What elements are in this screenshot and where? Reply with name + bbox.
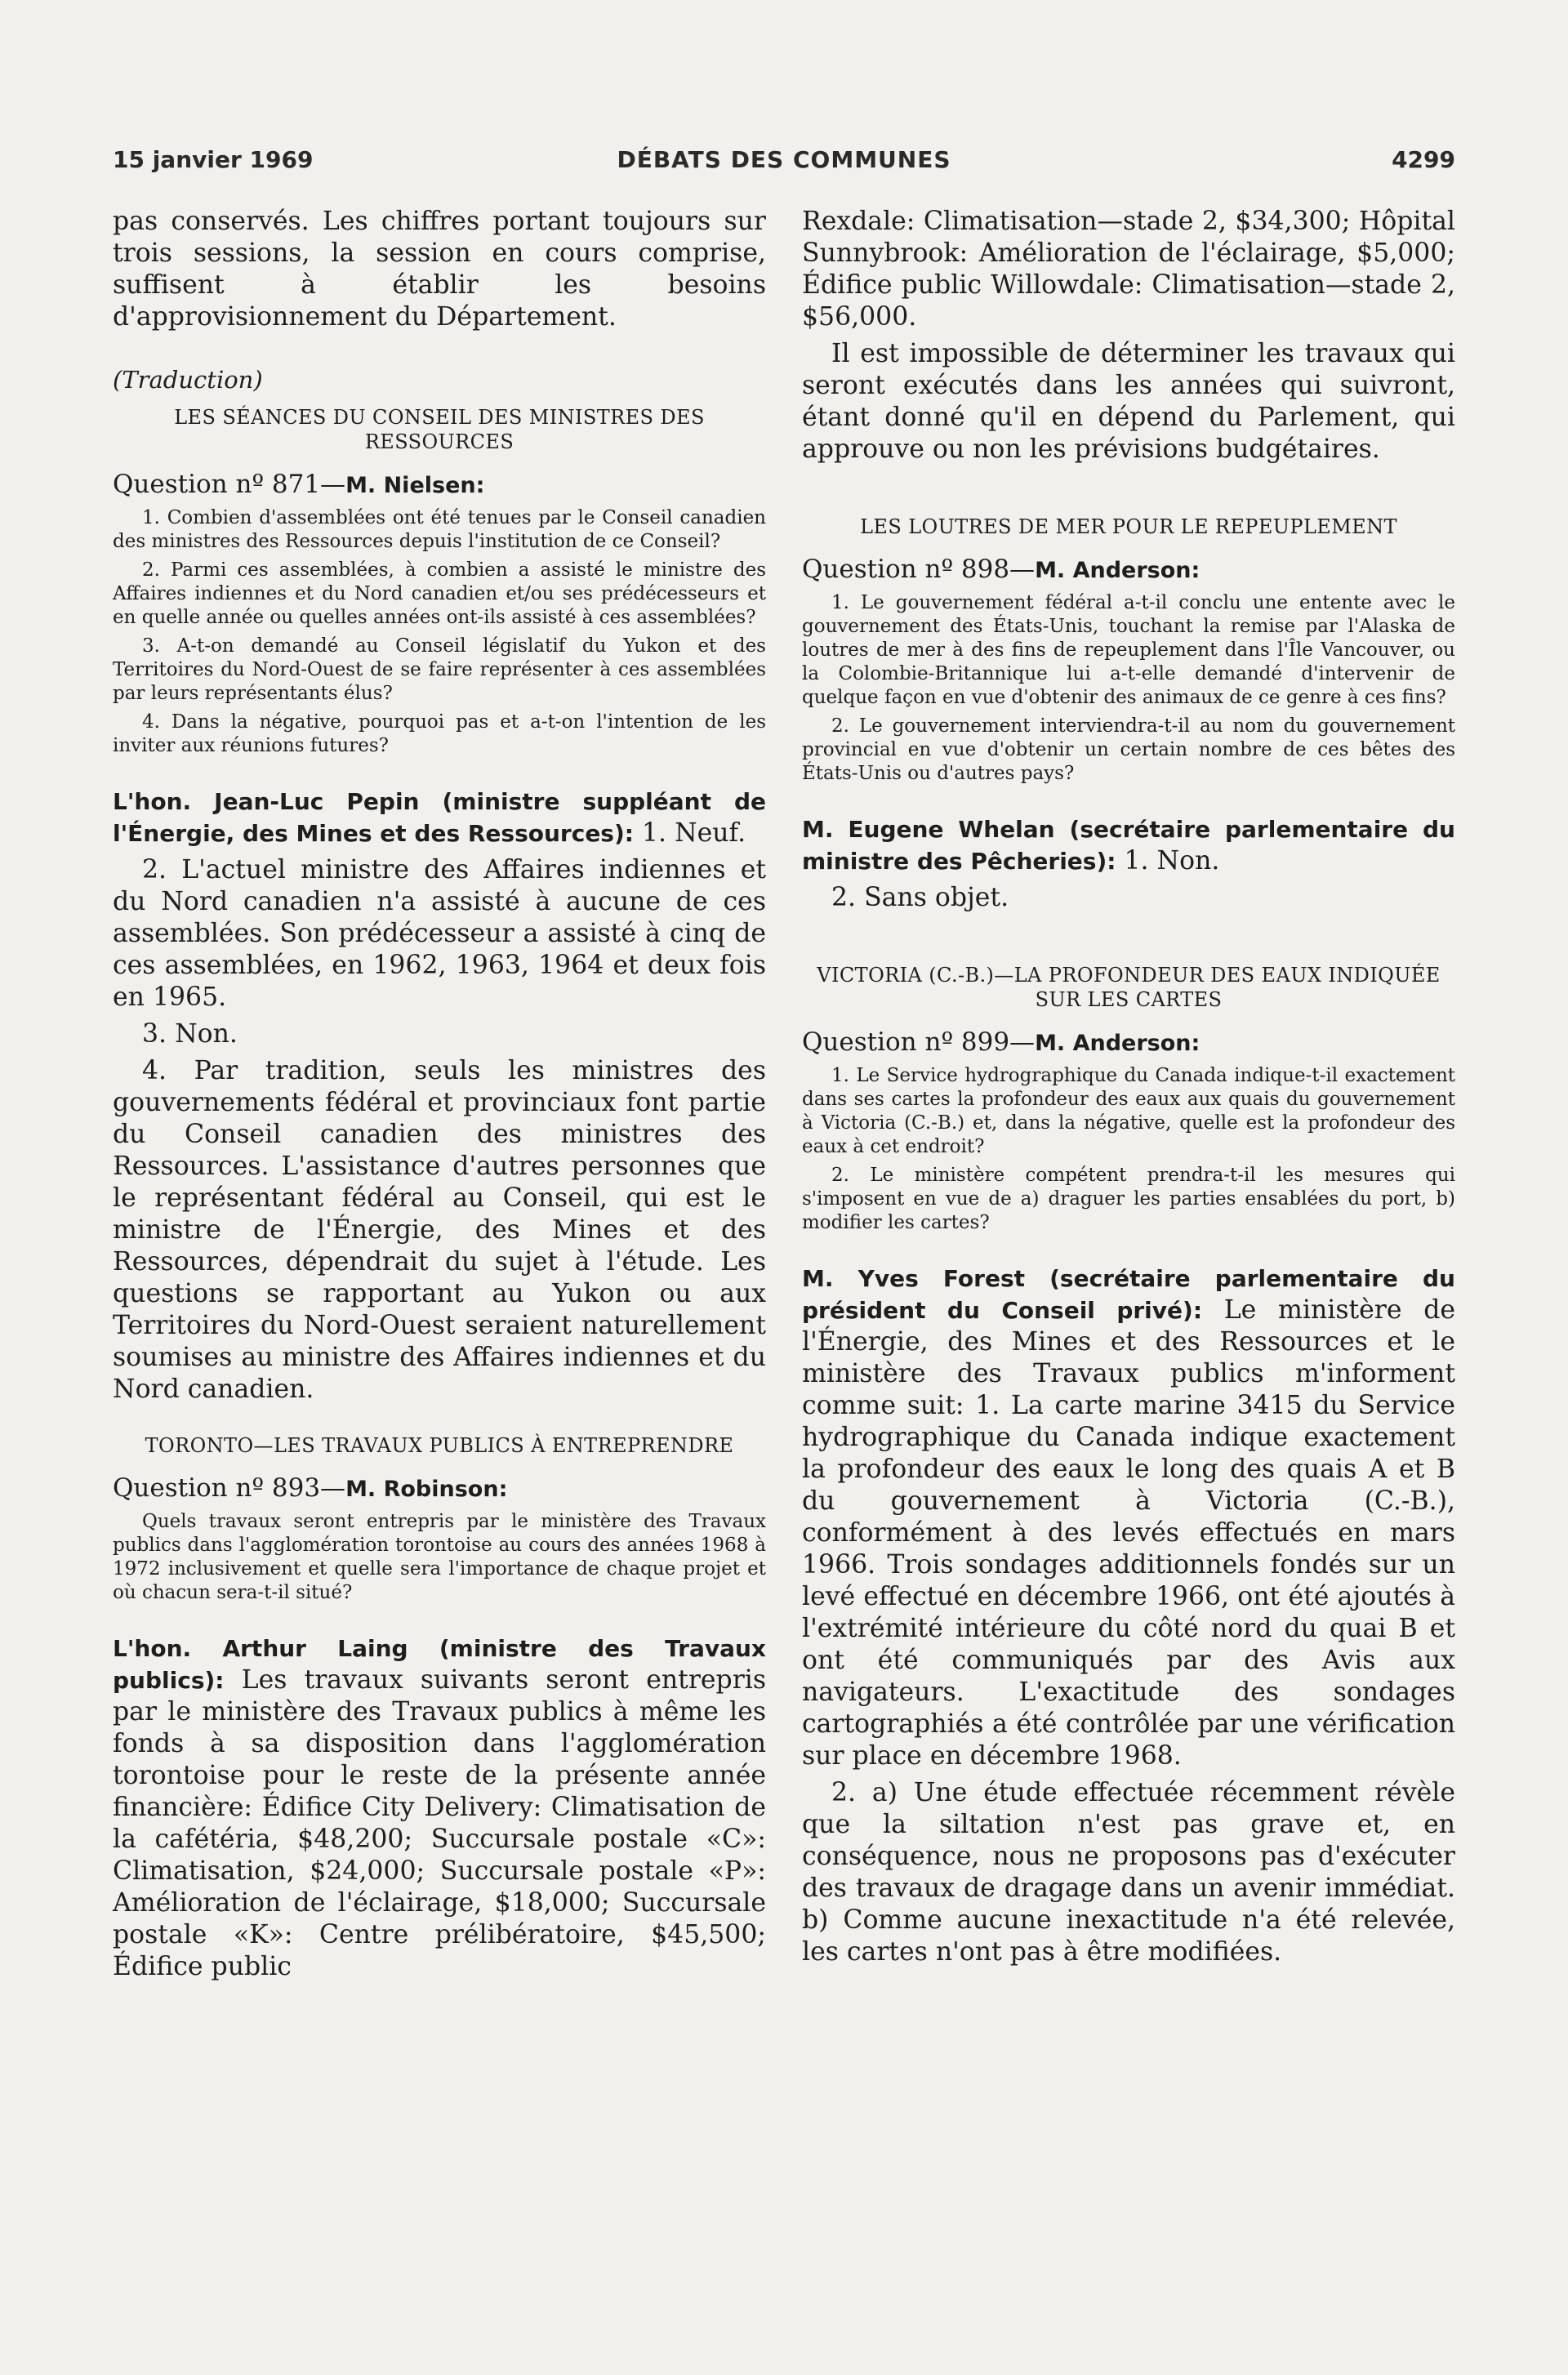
continued-paragraph: Rexdale: Climatisation—stade 2, $34,300; Hôpital Sunnybrook: Amélioration de l'éclairage, $5,000; Édifice public Willowdale: Climatisation—stade 2, $56,000.: [802, 207, 1455, 332]
speaker-name: L'hon. Arthur Laing (ministre des Travaux publics):: [113, 1635, 766, 1694]
answer-paragraph: 3. Non.: [142, 1019, 238, 1049]
question-asker: M. Anderson:: [1035, 558, 1200, 583]
question-asker: M. Nielsen:: [345, 473, 485, 498]
question-899: [802, 1027, 1455, 1059]
answer-898: [802, 813, 1455, 877]
speaker-name: M. Yves Forest (secrétaire parlementaire du président du Conseil privé):: [802, 1265, 1455, 1324]
budget-paragraph: Il est impossible de déterminer les travaux qui seront exécutés dans les années qui suivront, étant donné qu'il en dépend du Parlement, qui approuve ou non les prévisions budgétaires.: [802, 339, 1455, 464]
answer-paragraph: 2. L'actuel ministre des Affaires indiennes et du Nord canadien n'a assisté à aucune de ces assemblées. Son prédécesseur a assisté à cinq de ces assemblées, en 1962, 1963, 1964 et deux fois en 1965.: [113, 855, 766, 1012]
question-item: 1. Le gouvernement fédéral a-t-il conclu une entente avec le gouvernement des États-Unis, touchant la remise par l'Alaska de loutres de mer à des fins de repeuplement dans l'Île Vancouver, ou la Colombie-Britannique lui a-t-elle demandé d'intervenir de quelque façon en vue d'obtenir des animaux de ce genre à ces fins?: [802, 592, 1455, 708]
answer-text: 1. Neuf.: [642, 818, 746, 848]
question-893: [113, 1473, 766, 1505]
publication-title: DÉBATS DES COMMUNES: [617, 146, 951, 173]
answer-text: Le ministère de l'Énergie, des Mines et des Ressources et le ministère des Travaux publics m'informent comme suit: 1. La carte marine 3415 du Service hydrographique du Canada indique exactement la profondeur des eaux le long des quais A et B du gouvernement à Victoria (C.-B.), conformément à des levés effectués en mars 1966. Trois sondages additionnels fondés sur un levé effectué en décembre 1966, ont été ajoutés à l'extrémité intérieure du côté nord du quai B et ont été communiqués par des Avis aux navigateurs. L'exactitude des sondages cartographiés a été contrôlée par une vérification sur place en décembre 1968.: [802, 1295, 1456, 1771]
question-item: 1. Combien d'assemblées ont été tenues par le Conseil canadien des ministres des Ressources depuis l'institution de ce Conseil?: [113, 507, 766, 552]
section-heading-toronto: TORONTO—LES TRAVAUX PUBLICS À ENTREPRENDRE: [145, 1434, 734, 1457]
question-label: Question nº 899—: [802, 1027, 1036, 1057]
answer-paragraph: 2. a) Une étude effectuée récemment révèle que la siltation n'est pas grave et, en conséquence, nous ne proposons pas d'exécuter des travaux de dragage dans un avenir immédiat. b) Comme aucune inexactitude n'a été relevée, les cartes n'ont pas à être modifiées.: [802, 1778, 1455, 1967]
section-heading-loutres: LES LOUTRES DE MER POUR LE REPEUPLEMENT: [860, 515, 1397, 538]
speaker-name: L'hon. Jean-Luc Pepin (ministre suppléant de l'Énergie, des Mines et des Ressources):: [113, 788, 766, 847]
question-item: 2. Le gouvernement interviendra-t-il au nom du gouvernement provincial en vue d'obtenir un certain nombre de ces bêtes des États-Unis ou d'autres pays?: [802, 715, 1455, 784]
section-heading-victoria: VICTORIA (C.-B.)—LA PROFONDEUR DES EAUX INDIQUÉE SUR LES CARTES: [817, 964, 1441, 1011]
question-871: [113, 469, 766, 501]
question-asker: M. Robinson:: [345, 1477, 508, 1502]
answer-paragraph: 4. Par tradition, seuls les ministres des gouvernements fédéral et provinciaux font partie du Conseil canadien des ministres des Ressources. L'assistance d'autres personnes que le représentant fédéral au Conseil, qui est le ministre de l'Énergie, des Mines et des Ressources, dépendrait du sujet à l'étude. Les questions se rapportant au Yukon ou aux Territoires du Nord-Ouest seraient naturellement soumises au ministre des Affaires indiennes et du Nord canadien.: [113, 1056, 766, 1404]
question-item: 1. Le Service hydrographique du Canada indique-t-il exactement dans ses cartes la profondeur des eaux aux quais du gouvernement à Victoria (C.-B.) et, dans la négative, quelle est la profondeur des eaux à cet endroit?: [802, 1065, 1455, 1157]
answer-893: [113, 1633, 766, 1983]
intro-paragraph: pas conservés. Les chiffres portant toujours sur trois sessions, la session en cours comprise, suffisent à établir les besoins d'approvisionnement du Département.: [113, 207, 766, 332]
question-label: Question nº 898—: [802, 555, 1036, 584]
header-date: 15 janvier 1969: [113, 146, 314, 173]
section-heading-ministres: LES SÉANCES DU CONSEIL DES MINISTRES DES RESSOURCES: [174, 406, 705, 453]
question-item: 2. Parmi ces assemblées, à combien a assisté le ministre des Affaires indiennes et du Nord canadien et/ou ses prédécesseurs et en quelle année ou quelles années ont-ils assisté à ces assemblées?: [113, 559, 766, 628]
answer-871: [113, 786, 766, 849]
right-column: [802, 206, 1455, 1968]
left-column: [113, 206, 766, 1983]
speaker-name: M. Eugene Whelan (secrétaire parlementaire du ministre des Pêcheries):: [802, 816, 1455, 875]
question-898: [802, 554, 1455, 586]
answer-text: Les travaux suivants seront entrepris par le ministère des Travaux publics à même les fonds à sa disposition dans l'agglomération torontoise pour le reste de la présente année financière: Édifice City Delivery: Climatisation de la cafétéria, $48,200; Succursale postale «C»: Climatisation, $24,000; Succursale postale «P»: Amélioration de l'éclairage, $18,000; Succursale postale «K»: Centre prélibératoire, $45,500; Édifice public: [113, 1665, 766, 1981]
answer-text: 1. Non.: [1124, 846, 1220, 876]
question-label: Question nº 871—: [113, 470, 346, 499]
question-asker: M. Anderson:: [1035, 1031, 1200, 1056]
question-item: Quels travaux seront entrepris par le ministère des Travaux publics dans l'agglomération torontoise au cours des années 1968 à 1972 inclusivement et quelle sera l'importance de chaque projet et où chacun sera-t-il situé?: [113, 1511, 766, 1603]
question-label: Question nº 893—: [113, 1473, 346, 1503]
question-item: 3. A-t-on demandé au Conseil législatif du Yukon et des Territoires du Nord-Ouest de se faire représenter à ces assemblées par leurs représentants élus?: [113, 635, 766, 704]
question-item: 2. Le ministère compétent prendra-t-il les mesures qui s'imposent en vue de a) draguer les parties ensablées du port, b) modifier les cartes?: [802, 1165, 1455, 1233]
answer-899: [802, 1263, 1455, 1772]
translation-note: (Traduction): [113, 366, 263, 394]
question-item: 4. Dans la négative, pourquoi pas et a-t-on l'intention de les inviter aux réunions futures?: [113, 711, 766, 756]
answer-paragraph: 2. Sans objet.: [831, 883, 1009, 912]
page-header: [113, 140, 1455, 180]
page-number: 4299: [1392, 146, 1455, 173]
